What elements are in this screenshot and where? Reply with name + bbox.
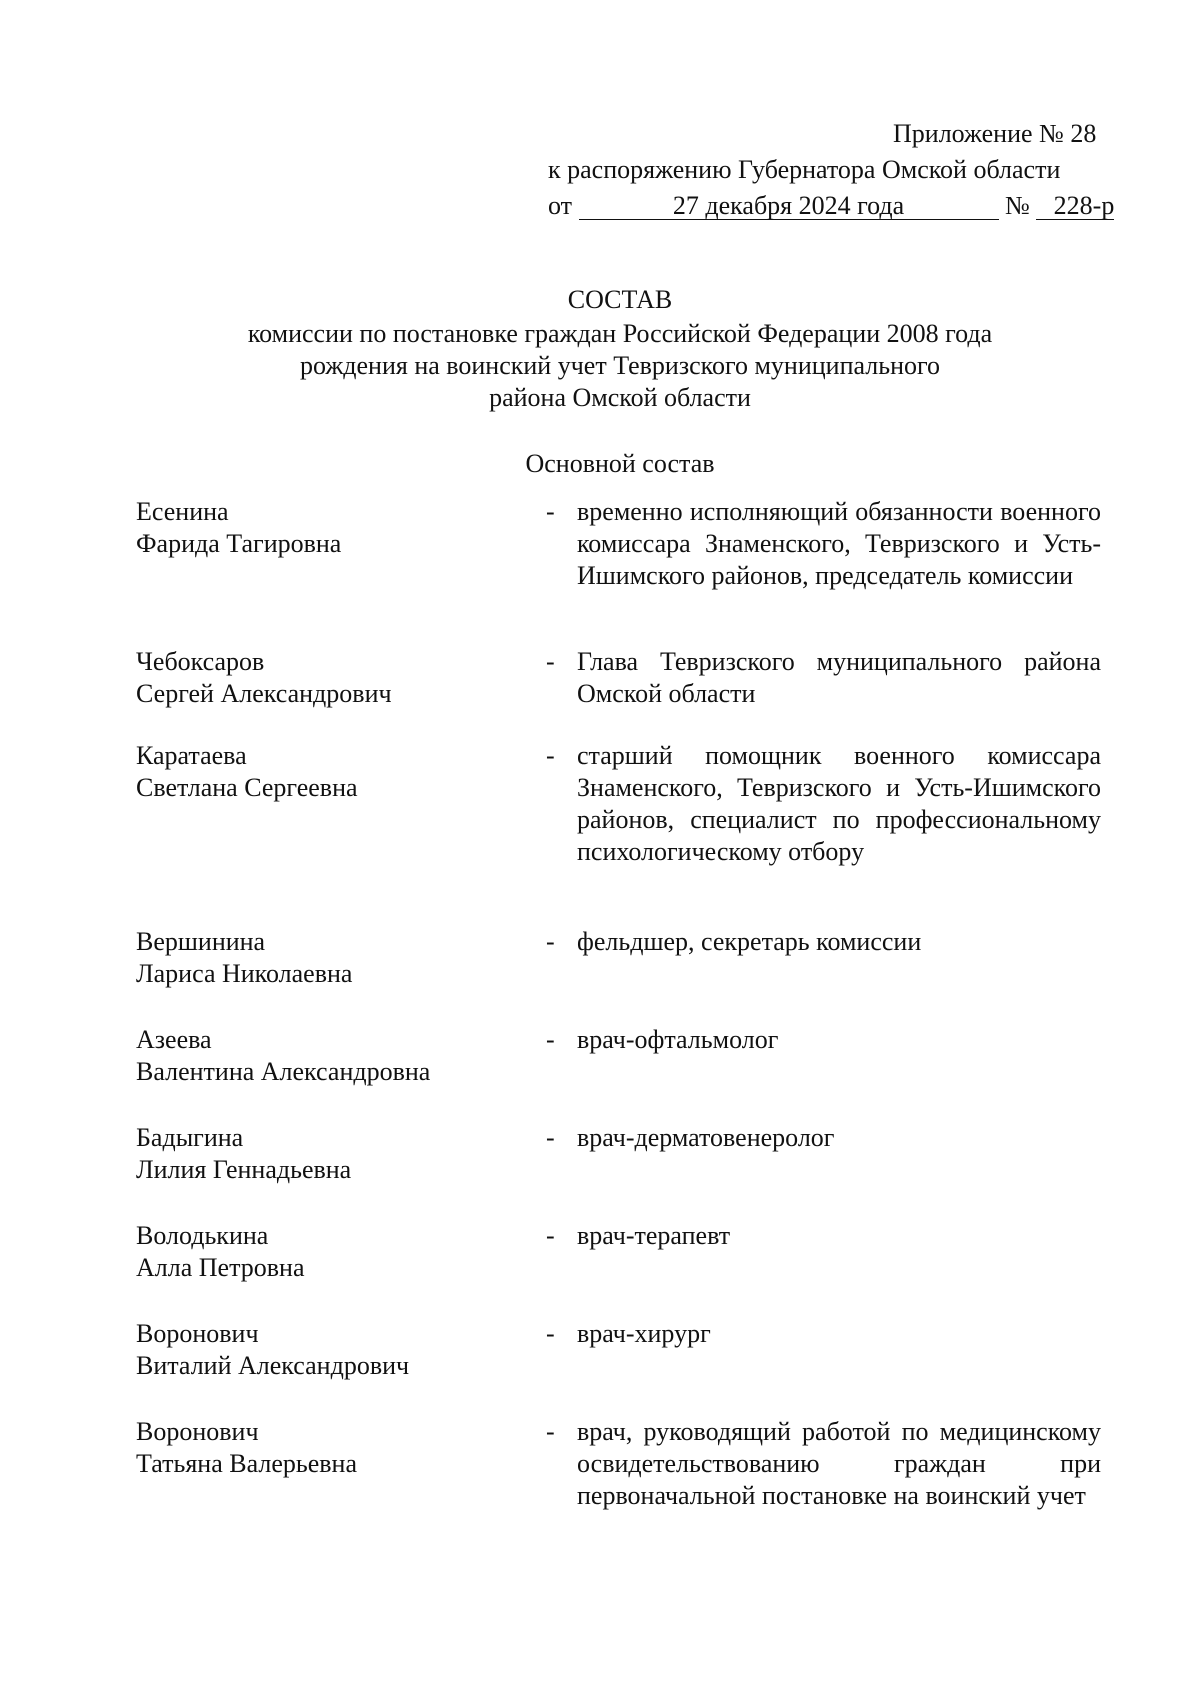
member-given-name: Татьяна Валерьевна: [136, 1449, 357, 1478]
appendix-date-line: [548, 190, 1128, 222]
member-dash: -: [546, 1319, 555, 1348]
member-name: [136, 496, 516, 560]
member-dash: -: [546, 741, 555, 770]
member-given-name: Валентина Александровна: [136, 1057, 431, 1086]
member-surname: Вершинина: [136, 927, 266, 956]
appendix-header: [548, 118, 1128, 222]
member-dash: -: [546, 1025, 555, 1054]
heading-line-2: рождения на воинский учет Тевризского муниципального: [299, 351, 941, 380]
member-given-name: Лилия Геннадьевна: [136, 1155, 352, 1184]
member-surname: Азеева: [136, 1025, 212, 1054]
heading-line-1: комиссии по постановке граждан Российской Федерации 2008 года: [247, 319, 993, 348]
member-name: [136, 926, 516, 990]
member-role: старший помощник военного комиссара Знаменского, Тевризского и Усть-Ишимского районов, специалист по профессиональному психологическому отбору: [577, 741, 1101, 866]
heading-line-3: района Омской области: [489, 383, 751, 412]
member-dash: -: [546, 1417, 555, 1446]
member-surname: Чебоксаров: [136, 647, 265, 676]
document-heading: [140, 284, 1100, 414]
member-role: временно исполняющий обязанности военного комиссара Знаменского, Тевризского и Усть-Ишимского районов, председатель комиссии: [577, 497, 1101, 590]
member-name: [136, 1318, 516, 1382]
member-role: врач-дерматовенеролог: [577, 1123, 835, 1152]
member-given-name: Алла Петровна: [136, 1253, 305, 1282]
member-role: врач-офтальмолог: [577, 1025, 779, 1054]
member-dash: -: [546, 497, 555, 526]
member-name: [136, 1416, 516, 1480]
member-dash: -: [546, 927, 555, 956]
member-surname: Володькина: [136, 1221, 269, 1250]
member-dash: -: [546, 1123, 555, 1152]
member-name: [136, 1122, 516, 1186]
member-role: врач-хирург: [577, 1319, 711, 1348]
member-given-name: Сергей Александрович: [136, 679, 392, 708]
order-number: 228-р: [1036, 193, 1114, 220]
member-dash: -: [546, 647, 555, 676]
member-role: фельдшер, секретарь комиссии: [577, 927, 922, 956]
member-name: [136, 740, 516, 804]
member-given-name: Виталий Александрович: [136, 1351, 410, 1380]
document-title: СОСТАВ: [567, 285, 673, 314]
member-role: врач, руководящий работой по медицинскому освидетельствованию граждан при первоначальной постановке на воинский учет: [577, 1417, 1101, 1510]
member-surname: Каратаева: [136, 741, 247, 770]
member-role: врач-терапевт: [577, 1221, 731, 1250]
member-surname: Воронович: [136, 1319, 259, 1348]
member-dash: -: [546, 1221, 555, 1250]
member-name: [136, 646, 516, 710]
member-name: [136, 1220, 516, 1284]
member-surname: Воронович: [136, 1417, 259, 1446]
appendix-to: к распоряжению Губернатора Омской области: [548, 155, 1061, 184]
member-name: [136, 1024, 516, 1088]
appendix-label: Приложение № 28: [893, 119, 1097, 148]
member-surname: Бадыгина: [136, 1123, 244, 1152]
section-title: Основной состав: [525, 449, 715, 478]
member-role: Глава Тевризского муниципального района Омской области: [577, 647, 1101, 708]
number-prefix: №: [1005, 191, 1030, 220]
member-given-name: Лариса Николаевна: [136, 959, 353, 988]
member-surname: Есенина: [136, 497, 229, 526]
member-given-name: Фарида Тагировна: [136, 529, 342, 558]
order-date: 27 декабря 2024 года: [579, 193, 999, 220]
member-given-name: Светлана Сергеевна: [136, 773, 358, 802]
from-prefix: от: [548, 191, 573, 220]
